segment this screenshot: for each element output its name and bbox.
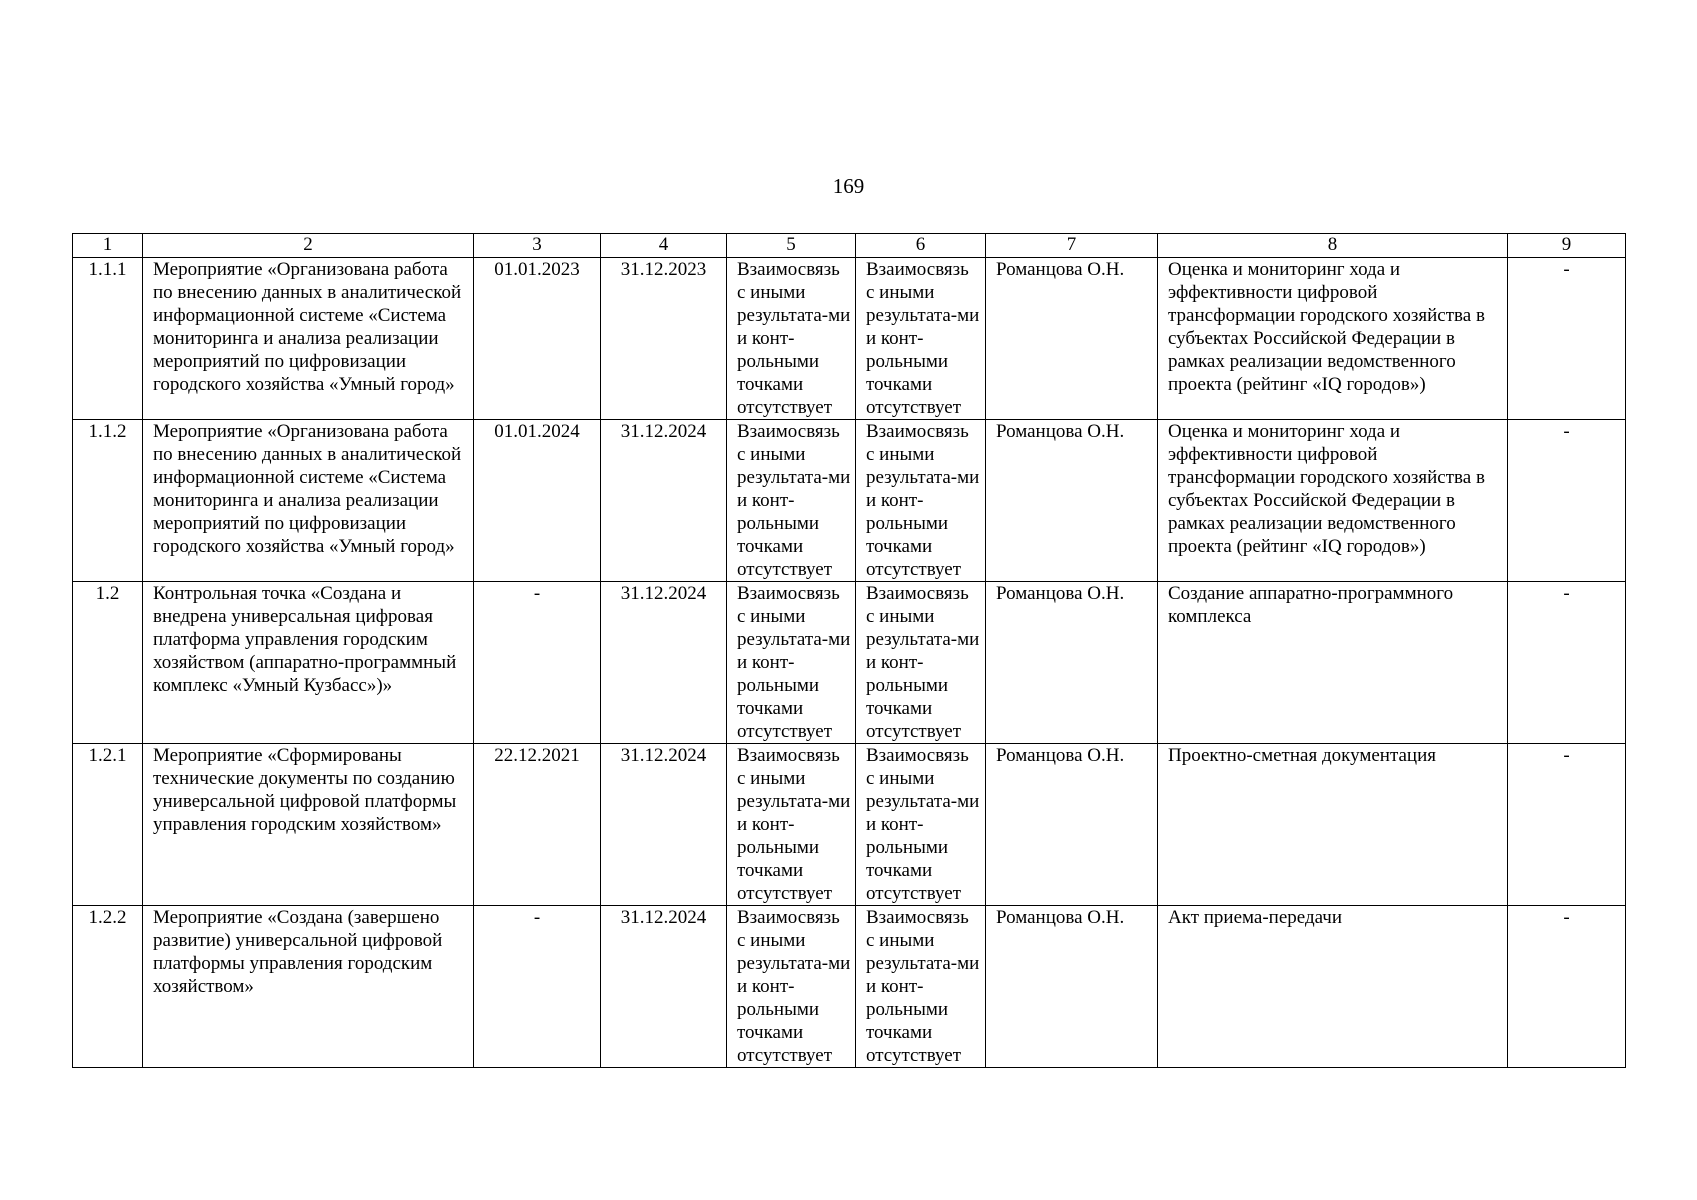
row-end-date: 31.12.2024 — [601, 906, 727, 1068]
header-cell: 1 — [73, 234, 143, 258]
row-number: 1.1.2 — [73, 420, 143, 582]
header-cell: 8 — [1158, 234, 1508, 258]
row-predecessor: Взаимосвязь с иными результата-ми и конт-рольными точками отсутствует — [727, 744, 856, 906]
row-start-date: 22.12.2021 — [474, 744, 601, 906]
row-start-date: - — [474, 582, 601, 744]
table-row — [73, 906, 1626, 1068]
row-successor: Взаимосвязь с иными результата-ми и конт-рольными точками отсутствует — [856, 744, 986, 906]
table-row — [73, 258, 1626, 420]
row-successor: Взаимосвязь с иными результата-ми и конт-рольными точками отсутствует — [856, 420, 986, 582]
header-cell: 6 — [856, 234, 986, 258]
row-name: Мероприятие «Сформированы технические документы по созданию универсальной цифровой платформы управления городским хозяйством» — [143, 744, 474, 906]
row-name: Мероприятие «Создана (завершено развитие) универсальной цифровой платформы управления городским хозяйством» — [143, 906, 474, 1068]
row-start-date: - — [474, 906, 601, 1068]
row-number: 1.2 — [73, 582, 143, 744]
header-cell: 5 — [727, 234, 856, 258]
row-end-date: 31.12.2024 — [601, 744, 727, 906]
row-result: Оценка и мониторинг хода и эффективности цифровой трансформации городского хозяйства в субъектах Российской Федерации в рамках реализации ведомственного проекта (рейтинг «IQ городов») — [1158, 258, 1508, 420]
table-row — [73, 744, 1626, 906]
header-cell: 4 — [601, 234, 727, 258]
row-col9: - — [1508, 582, 1626, 744]
row-responsible: Романцова О.Н. — [986, 582, 1158, 744]
row-responsible: Романцова О.Н. — [986, 258, 1158, 420]
row-predecessor: Взаимосвязь с иными результата-ми и конт-рольными точками отсутствует — [727, 258, 856, 420]
row-start-date: 01.01.2024 — [474, 420, 601, 582]
header-cell: 9 — [1508, 234, 1626, 258]
row-number: 1.2.2 — [73, 906, 143, 1068]
table-row — [73, 582, 1626, 744]
plan-table — [72, 233, 1626, 1068]
row-start-date: 01.01.2023 — [474, 258, 601, 420]
row-name: Мероприятие «Организована работа по внесению данных в аналитической информационной системе «Система мониторинга и анализа реализации мероприятий по цифровизации городского хозяйства «Умный город» — [143, 420, 474, 582]
row-result: Проектно-сметная документация — [1158, 744, 1508, 906]
row-responsible: Романцова О.Н. — [986, 906, 1158, 1068]
row-number: 1.2.1 — [73, 744, 143, 906]
row-successor: Взаимосвязь с иными результата-ми и конт-рольными точками отсутствует — [856, 258, 986, 420]
row-successor: Взаимосвязь с иными результата-ми и конт-рольными точками отсутствует — [856, 582, 986, 744]
row-col9: - — [1508, 906, 1626, 1068]
row-number: 1.1.1 — [73, 258, 143, 420]
row-end-date: 31.12.2024 — [601, 582, 727, 744]
row-predecessor: Взаимосвязь с иными результата-ми и конт-рольными точками отсутствует — [727, 420, 856, 582]
row-end-date: 31.12.2024 — [601, 420, 727, 582]
header-row — [73, 234, 1626, 258]
row-col9: - — [1508, 744, 1626, 906]
row-responsible: Романцова О.Н. — [986, 420, 1158, 582]
row-name: Контрольная точка «Создана и внедрена универсальная цифровая платформа управления городским хозяйством (аппаратно-программный комплекс «Умный Кузбасс»)» — [143, 582, 474, 744]
row-result: Создание аппаратно-программного комплекса — [1158, 582, 1508, 744]
header-cell: 2 — [143, 234, 474, 258]
header-cell: 7 — [986, 234, 1158, 258]
row-predecessor: Взаимосвязь с иными результата-ми и конт-рольными точками отсутствует — [727, 582, 856, 744]
row-successor: Взаимосвязь с иными результата-ми и конт-рольными точками отсутствует — [856, 906, 986, 1068]
header-cell: 3 — [474, 234, 601, 258]
row-result: Оценка и мониторинг хода и эффективности цифровой трансформации городского хозяйства в субъектах Российской Федерации в рамках реализации ведомственного проекта (рейтинг «IQ городов») — [1158, 420, 1508, 582]
row-end-date: 31.12.2023 — [601, 258, 727, 420]
table-row — [73, 420, 1626, 582]
row-responsible: Романцова О.Н. — [986, 744, 1158, 906]
row-col9: - — [1508, 258, 1626, 420]
row-predecessor: Взаимосвязь с иными результата-ми и конт-рольными точками отсутствует — [727, 906, 856, 1068]
row-col9: - — [1508, 420, 1626, 582]
row-result: Акт приема-передачи — [1158, 906, 1508, 1068]
page-number: 169 — [832, 174, 865, 198]
row-name: Мероприятие «Организована работа по внесению данных в аналитической информационной системе «Система мониторинга и анализа реализации мероприятий по цифровизации городского хозяйства «Умный город» — [143, 258, 474, 420]
